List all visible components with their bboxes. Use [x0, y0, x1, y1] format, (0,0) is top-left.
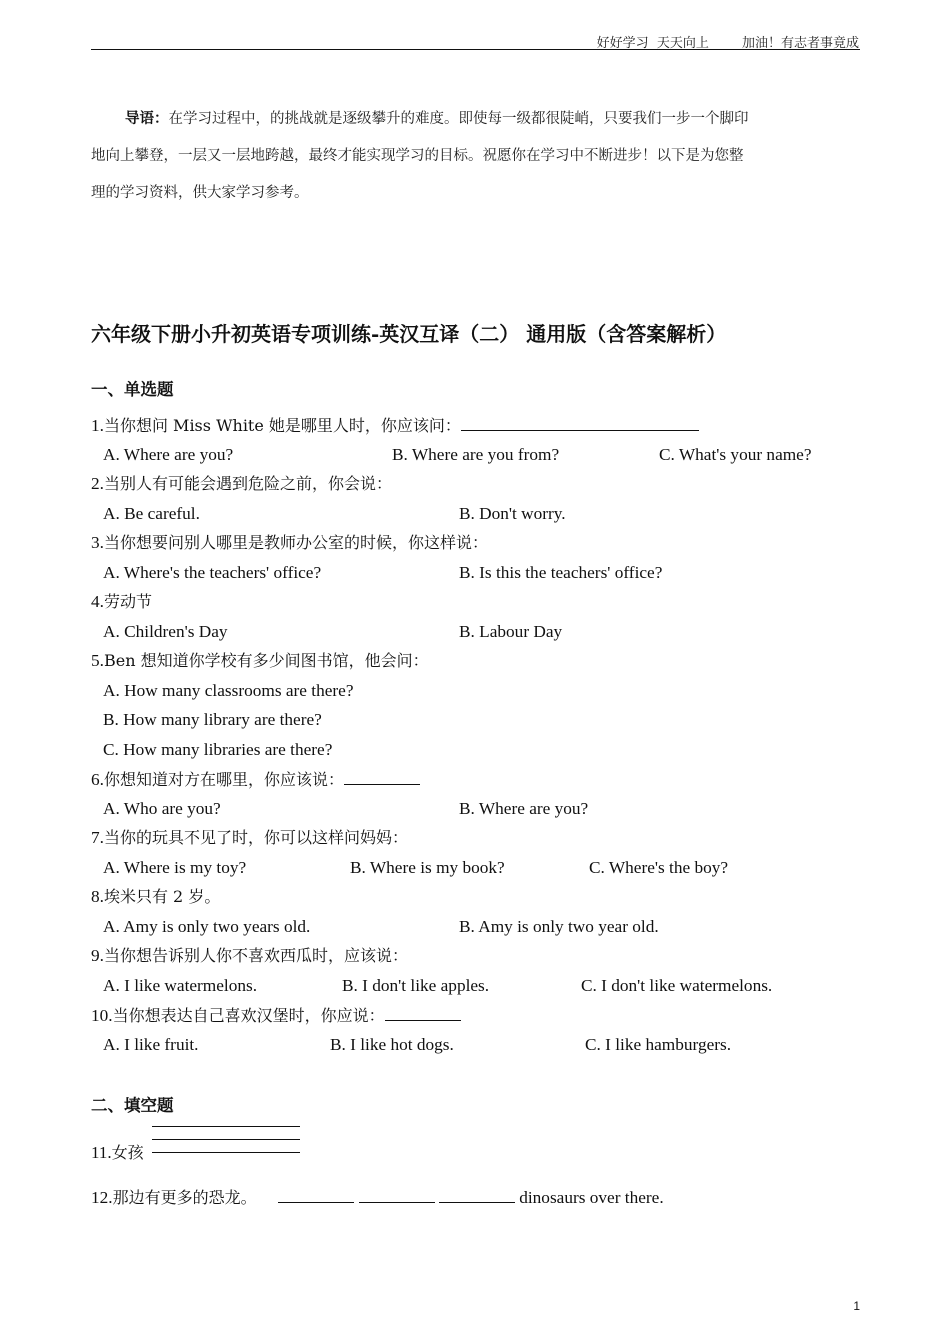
option-c[interactable]: C. How many libraries are there? [103, 739, 333, 759]
intro-line-3: 理的学习资料，供大家学习参考。 [91, 185, 309, 201]
option-c[interactable]: C. I don't like watermelons. [581, 975, 773, 995]
question-1 [91, 410, 861, 440]
question-text: 当你想告诉别人你不喜欢西瓜时，应该说： [103, 946, 408, 965]
page-number: 1 [853, 1299, 860, 1313]
options-row-4 [91, 617, 861, 647]
options-row-9 [91, 971, 861, 1001]
option-b[interactable]: B. Don't worry. [459, 503, 566, 523]
section-heading-fill-in: 二、填空题 [91, 1096, 174, 1115]
question-10 [91, 1000, 861, 1030]
answer-blank[interactable] [344, 764, 420, 785]
answer-blank-line[interactable] [152, 1139, 300, 1152]
option-a[interactable]: A. Children's Day [103, 621, 228, 641]
question-text: 当你想要问别人哪里是教师办公室的时候，你这样说： [103, 533, 488, 552]
intro-paragraph [91, 100, 861, 212]
option-a[interactable]: A. Amy is only two years old. [103, 916, 311, 936]
answer-blank-stack[interactable] [152, 1126, 300, 1165]
question-8 [91, 882, 861, 912]
option-a[interactable]: A. How many classrooms are there? [103, 680, 354, 700]
options-row-8 [91, 912, 861, 942]
options-row-6 [91, 794, 861, 824]
option-a-row [91, 676, 861, 706]
question-text: 当别人有可能会遇到危险之前，你会说： [103, 474, 392, 493]
option-a[interactable]: A. I like fruit. [103, 1034, 199, 1054]
question-number: 12. [91, 1188, 113, 1207]
option-a[interactable]: A. Where are you? [103, 444, 234, 464]
option-b[interactable]: B. Labour Day [459, 621, 563, 641]
option-b[interactable]: B. Amy is only two year old. [459, 916, 659, 936]
question-number: 9. [91, 946, 104, 965]
option-b-row [91, 705, 861, 735]
answer-blank-line[interactable] [152, 1126, 300, 1139]
answer-blank[interactable] [461, 410, 699, 431]
question-number: 3. [91, 533, 104, 552]
header-rule [91, 49, 860, 50]
option-a[interactable]: A. I like watermelons. [103, 975, 258, 995]
question-7 [91, 823, 861, 853]
option-c[interactable]: C. What's your name? [659, 444, 812, 464]
question-number: 11. [91, 1143, 112, 1162]
answer-blank[interactable] [439, 1182, 515, 1203]
question-text: 你想知道对方在哪里，你应该说： [103, 770, 344, 789]
header-left-text: 好好学习 天天向上 [596, 36, 709, 51]
question-text: 当你想表达自己喜欢汉堡时，你应说： [112, 1006, 385, 1025]
answer-blank[interactable] [278, 1182, 354, 1203]
question-suffix: dinosaurs over there. [519, 1188, 664, 1207]
options-row-7 [91, 853, 861, 883]
option-c[interactable]: C. Where's the boy? [589, 857, 729, 877]
question-11 [91, 1140, 144, 1163]
document-title: 六年级下册小升初英语专项训练-英汉互译（二） 通用版（含答案解析） [91, 322, 727, 346]
question-text: Ben 想知道你学校有多少间图书馆，他会问： [103, 651, 429, 670]
intro-label: 导语： [125, 110, 169, 127]
option-b[interactable]: B. I like hot dogs. [330, 1034, 454, 1054]
question-9 [91, 941, 861, 971]
question-text: 女孩 [111, 1143, 144, 1162]
intro-line-2: 地向上攀登，一层又一层地跨越，最终才能实现学习的目标。祝愿你在学习中不断进步！以下是为您整 [91, 148, 744, 164]
option-b[interactable]: B. Where are you from? [392, 444, 560, 464]
option-a[interactable]: A. Where is my toy? [103, 857, 247, 877]
question-text: 当你想问 Miss White 她是哪里人时，你应该问： [103, 416, 461, 435]
option-b[interactable]: B. Is this the teachers' office? [459, 562, 663, 582]
answer-blank[interactable] [359, 1182, 435, 1203]
option-a[interactable]: A. Who are you? [103, 798, 221, 818]
answer-blank[interactable] [385, 1000, 461, 1021]
question-number: 8. [91, 887, 104, 906]
options-row-10 [91, 1030, 861, 1060]
question-2 [91, 469, 861, 499]
intro-line-1: 在学习过程中，的挑战就是逐级攀升的难度。即使每一级都很陡峭，只要我们一步一个脚印 [168, 111, 749, 127]
question-5 [91, 646, 861, 676]
options-row-2 [91, 499, 861, 529]
option-c[interactable]: C. I like hamburgers. [585, 1034, 732, 1054]
option-a[interactable]: A. Where's the teachers' office? [103, 562, 322, 582]
question-number: 7. [91, 828, 104, 847]
header-right-text: 加油！有志者事竟成 [741, 36, 859, 51]
question-6 [91, 764, 861, 794]
question-number: 1. [91, 416, 104, 435]
option-c-row [91, 735, 861, 765]
section-heading-single-choice: 一、单选题 [91, 380, 174, 399]
option-b[interactable]: B. I don't like apples. [342, 975, 490, 995]
option-a[interactable]: A. Be careful. [103, 503, 200, 523]
option-b[interactable]: B. Where are you? [459, 798, 589, 818]
options-row-3 [91, 558, 861, 588]
answer-blank-line[interactable] [152, 1152, 300, 1165]
question-text: 埃米只有 2 岁。 [103, 887, 221, 906]
option-b[interactable]: B. Where is my book? [350, 857, 505, 877]
question-4 [91, 587, 861, 617]
question-12 [91, 1182, 664, 1208]
question-text: 劳动节 [103, 592, 152, 611]
question-3 [91, 528, 861, 558]
question-text: 那边有更多的恐龙。 [112, 1188, 257, 1207]
question-number: 6. [91, 770, 104, 789]
options-row-1 [91, 440, 861, 470]
option-b[interactable]: B. How many library are there? [103, 710, 322, 729]
question-number: 2. [91, 474, 104, 493]
question-list [91, 410, 861, 1059]
question-number: 10. [91, 1006, 113, 1025]
question-number: 5. [91, 651, 104, 670]
question-text: 当你的玩具不见了时，你可以这样问妈妈： [103, 828, 408, 847]
question-number: 4. [91, 592, 104, 611]
